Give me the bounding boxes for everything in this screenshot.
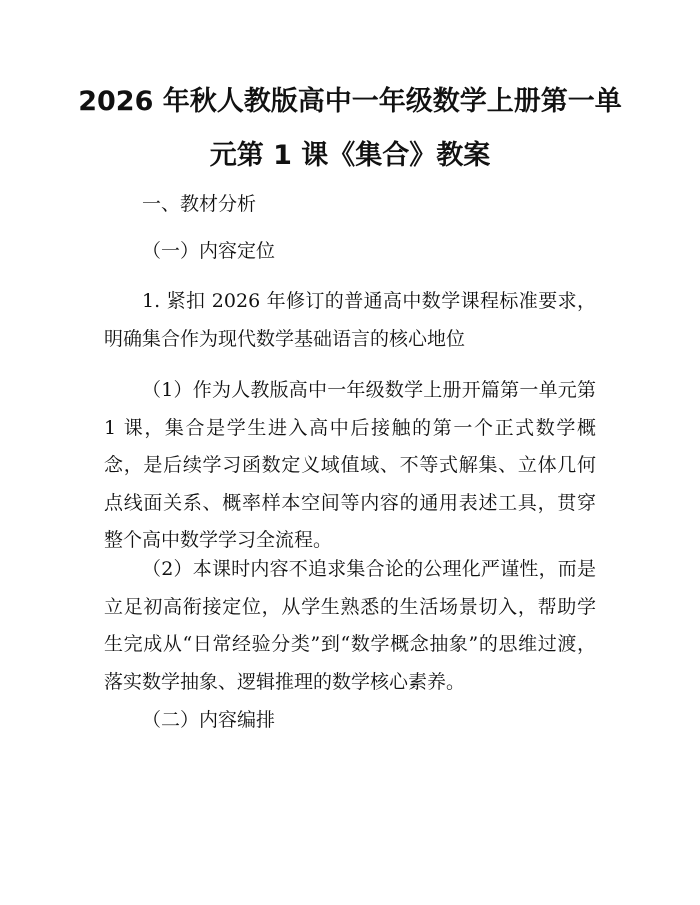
subsection-heading-content-positioning: （一）内容定位 bbox=[142, 240, 276, 262]
document-title-line-2: 元第 1 课《集合》教案 bbox=[209, 140, 491, 171]
numbered-item-1: 1. 紧扣 2026 年修订的普通高中数学课程标准要求，明确集合作为现代数学基础语言的核心地位 bbox=[104, 290, 596, 350]
paragraph-2: （2）本课时内容不追求集合论的公理化严谨性，而是立足初高衔接定位，从学生熟悉的生活场景切入，帮助学生完成从“日常经验分类”到“数学概念抽象”的思维过渡，落实数学抽象、逻辑推理的数学核心素养。 bbox=[104, 558, 596, 693]
subsection-heading-content-arrangement: （二）内容编排 bbox=[142, 709, 276, 731]
section-heading-textbook-analysis: 一、教材分析 bbox=[142, 193, 257, 215]
paragraph-1: （1）作为人教版高中一年级数学上册开篇第一单元第 1 课，集合是学生进入高中后接触的第一个正式数学概念，是后续学习函数定义域值域、不等式解集、立体几何点线面关系、概率样本空间等内容的通用表述工具，贯穿整个高中数学学习全流程。 bbox=[104, 379, 596, 551]
document-title-line-1: 2026 年秋人教版高中一年级数学上册第一单 bbox=[78, 86, 622, 117]
